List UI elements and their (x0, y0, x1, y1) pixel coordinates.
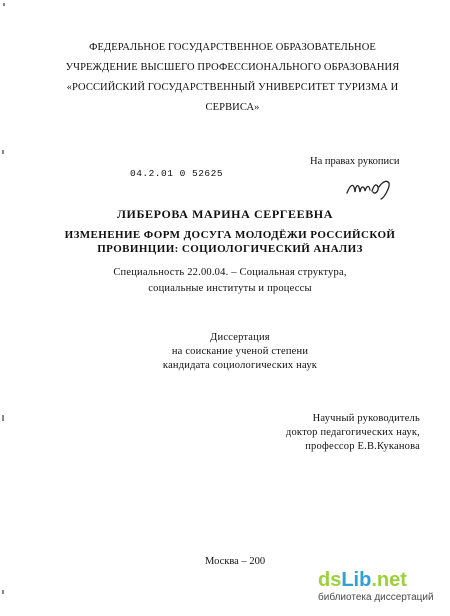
scan-speck (2, 150, 4, 154)
scan-speck (2, 590, 4, 594)
header-line-2: УЧРЕЖДЕНИЕ ВЫСШЕГО ПРОФЕССИОНАЛЬНОГО ОБРАЗОВАНИЯ (65, 62, 400, 73)
watermark-logo-net: .net (371, 569, 407, 591)
degree-line-3: кандидата социологических наук (162, 360, 318, 371)
scan-speck (3, 3, 5, 6)
handwritten-signature (345, 175, 393, 201)
supervisor-line-3: профессор Е.В.Куканова (305, 441, 420, 452)
dslib-watermark[interactable] (318, 568, 446, 612)
catalog-number: 04.2.01 0 52625 (130, 168, 224, 179)
institution-header (60, 38, 405, 118)
header-line-3: «РОССИЙСКИЙ ГОСУДАРСТВЕННЫЙ УНИВЕРСИТЕТ ТУРИЗМА И (66, 82, 399, 93)
supervisor-line-2: доктор педагогических наук, (285, 427, 420, 438)
header-line-4: СЕРВИСА» (205, 102, 260, 113)
scan-speck (2, 415, 4, 421)
supervisor-line-1: Научный руководитель (312, 413, 420, 424)
watermark-tagline: библиотека диссертаций (318, 592, 434, 603)
dissertation-title (60, 228, 400, 256)
watermark-logo-ds: ds (318, 569, 342, 591)
author-name: ЛИБЕРОВА МАРИНА СЕРГЕЕВНА (116, 207, 334, 221)
manuscript-rights-note: На правах рукописи (310, 156, 400, 167)
degree-line-2: на соискание ученой степени (171, 346, 309, 357)
specialty-line-1: Специальность 22.00.04. – Социальная структура, (113, 267, 347, 278)
degree-block (120, 331, 360, 373)
city-year: Москва – 200 (205, 556, 266, 567)
title-line-2: ПРОВИНЦИИ: СОЦИОЛОГИЧЕСКИЙ АНАЛИЗ (97, 243, 363, 255)
header-line-1: ФЕДЕРАЛЬНОЕ ГОСУДАРСТВЕННОЕ ОБРАЗОВАТЕЛЬНОЕ (89, 42, 376, 53)
watermark-logo-lib: Lib (341, 569, 372, 591)
specialty-line-2: социальные институты и процессы (148, 283, 312, 294)
degree-line-1: Диссертация (210, 332, 270, 343)
supervisor-block (286, 412, 420, 454)
specialty-block (60, 265, 400, 297)
watermark-logo (318, 568, 446, 592)
title-line-1: ИЗМЕНЕНИЕ ФОРМ ДОСУГА МОЛОДЁЖИ РОССИЙСКОЙ (64, 229, 396, 241)
